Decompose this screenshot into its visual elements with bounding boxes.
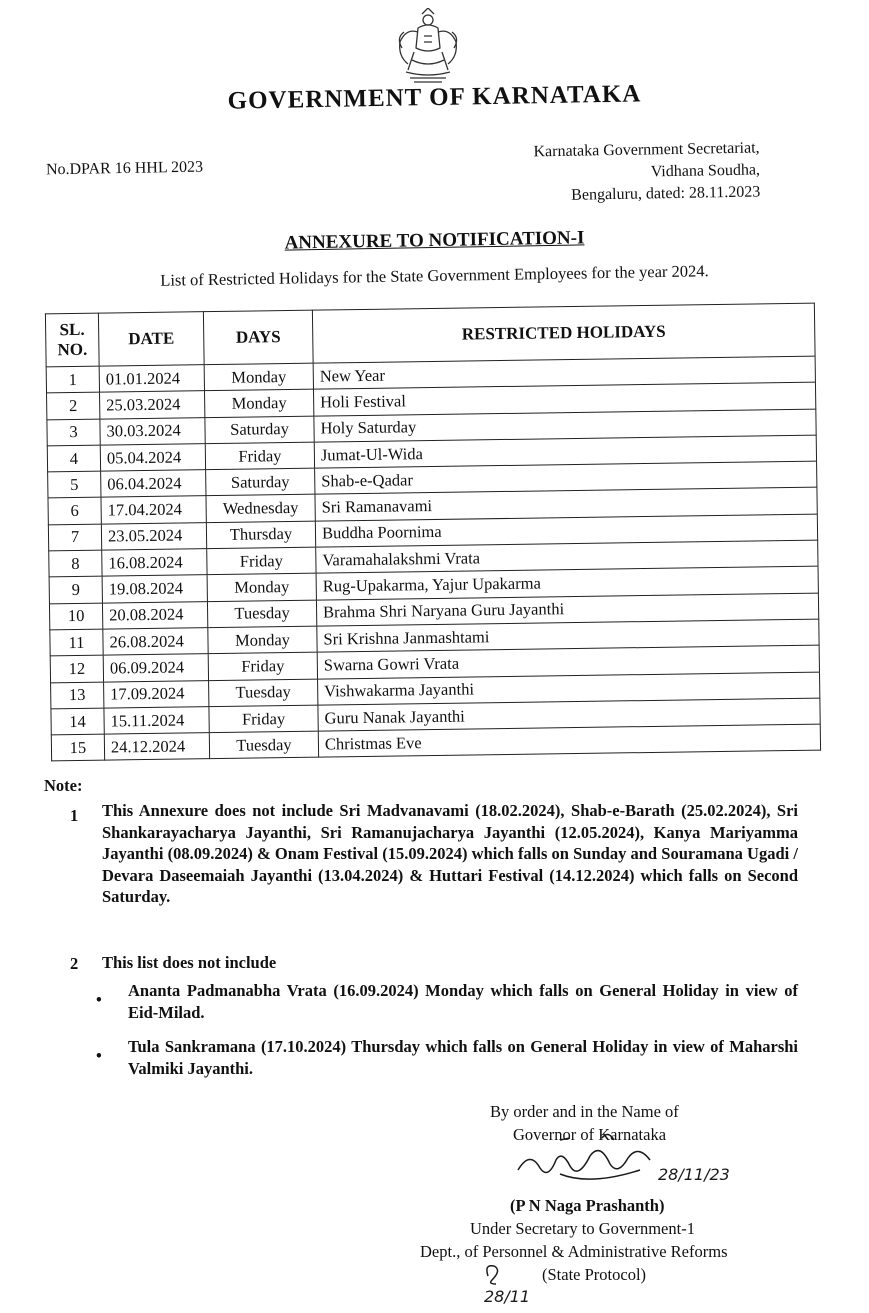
cell-sl: 5 bbox=[48, 471, 101, 498]
list-title: List of Restricted Holidays for the State Government Employees for the year 2024. bbox=[160, 261, 709, 290]
signatory-designation: Under Secretary to Government-1 bbox=[470, 1219, 695, 1238]
cell-date: 06.09.2024 bbox=[103, 654, 208, 682]
cell-day: Wednesday bbox=[206, 495, 315, 523]
bullet-text: Tula Sankramana (17.10.2024) Thursday which falls on General Holiday in view of Maharshi Valmiki Jayanthi. bbox=[128, 1037, 798, 1078]
cell-holiday: Sri Krishna Janmashtami bbox=[317, 619, 819, 652]
bullet-icon: • bbox=[96, 1046, 102, 1065]
bullet-icon: • bbox=[96, 990, 102, 1009]
cell-sl: 11 bbox=[50, 629, 103, 656]
note-label: Note: bbox=[44, 776, 83, 795]
cell-sl: 12 bbox=[50, 655, 103, 682]
cell-day: Thursday bbox=[206, 521, 315, 549]
cell-day: Tuesday bbox=[209, 679, 318, 707]
cell-holiday: Varamahalakshmi Vrata bbox=[316, 540, 818, 573]
cell-holiday: Vishwakarma Jayanthi bbox=[318, 672, 820, 705]
address-line: Vidhana Soudha, bbox=[650, 161, 761, 181]
karnataka-emblem-icon bbox=[388, 8, 468, 88]
cell-sl: 8 bbox=[49, 550, 102, 577]
signatory-department: Dept., of Personnel & Administrative Reforms bbox=[420, 1242, 728, 1261]
cell-holiday: Holi Festival bbox=[313, 382, 815, 415]
cell-sl: 10 bbox=[49, 603, 102, 630]
signatory-section: (State Protocol) bbox=[542, 1265, 647, 1284]
cell-date: 30.03.2024 bbox=[100, 417, 205, 445]
cell-holiday: Brahma Shri Naryana Guru Jayanthi bbox=[316, 593, 818, 626]
cell-day: Tuesday bbox=[209, 731, 318, 759]
address-line: Karnataka Government Secretariat, bbox=[533, 139, 760, 161]
cell-sl: 4 bbox=[47, 445, 100, 472]
cell-sl: 13 bbox=[51, 682, 104, 709]
signature-date: 28/11/23 bbox=[658, 1165, 730, 1184]
cell-day: Friday bbox=[209, 705, 318, 733]
cell-day: Friday bbox=[205, 442, 314, 470]
cell-holiday: Shab-e-Qadar bbox=[315, 461, 817, 494]
signature-line-order: By order and in the Name of bbox=[490, 1102, 679, 1121]
note-text: This Annexure does not include Sri Madvanavami (18.02.2024), Shab-e-Barath (25.02.2024), Sri Shankarayacharya Jayanthi, Sri Ramanujacharya Jayanthi (12.05.2024), Kanya Mariyamma Jayanthi (08.09.2024) & Onam Festival (15.09.2024) which falls on Sunday and Souramana Ugadi / Devara Daseemaiah Jayanthi (13.04.2024) & Huttari Festival (14.12.2024) which falls on Second Saturday. bbox=[102, 801, 798, 906]
signature-line-governor: Governor of Karnataka bbox=[513, 1125, 667, 1144]
reference-number: No.DPAR 16 HHL 2023 bbox=[45, 158, 204, 179]
header-sl-no: SL. NO. bbox=[45, 313, 99, 367]
header-restricted-holidays: RESTRICTED HOLIDAYS bbox=[312, 303, 815, 363]
note-text: This list does not include bbox=[102, 953, 277, 972]
cell-day: Monday bbox=[207, 574, 316, 602]
initials-icon bbox=[478, 1260, 538, 1308]
cell-day: Monday bbox=[208, 626, 317, 654]
cell-date: 01.01.2024 bbox=[99, 365, 204, 393]
cell-sl: 9 bbox=[49, 576, 102, 603]
cell-date: 15.11.2024 bbox=[104, 707, 209, 735]
cell-date: 25.03.2024 bbox=[100, 391, 205, 419]
cell-holiday: New Year bbox=[313, 356, 815, 389]
cell-date: 23.05.2024 bbox=[101, 522, 206, 550]
address-line: Bengaluru, dated: 28.11.2023 bbox=[571, 183, 761, 204]
government-title: GOVERNMENT OF KARNATAKA bbox=[227, 80, 642, 115]
header-days: DAYS bbox=[203, 310, 313, 365]
signatory-name: (P N Naga Prashanth) bbox=[510, 1196, 665, 1215]
cell-sl: 2 bbox=[47, 392, 100, 419]
cell-date: 06.04.2024 bbox=[101, 470, 206, 498]
cell-date: 26.08.2024 bbox=[103, 628, 208, 656]
cell-holiday: Guru Nanak Jayanthi bbox=[318, 698, 820, 731]
cell-sl: 6 bbox=[48, 498, 101, 525]
cell-holiday: Buddha Poornima bbox=[315, 514, 817, 547]
note-number: 2 bbox=[70, 954, 79, 973]
bullet-text: Ananta Padmanabha Vrata (16.09.2024) Monday which falls on General Holiday in view of Eid-Milad. bbox=[128, 981, 798, 1022]
note-number: 1 bbox=[70, 806, 79, 825]
cell-holiday: Jumat-Ul-Wida bbox=[314, 435, 816, 468]
cell-date: 20.08.2024 bbox=[102, 601, 207, 629]
cell-day: Friday bbox=[208, 652, 317, 680]
cell-sl: 7 bbox=[48, 524, 101, 551]
cell-date: 05.04.2024 bbox=[100, 444, 205, 472]
cell-holiday: Holy Saturday bbox=[314, 409, 816, 442]
cell-day: Tuesday bbox=[207, 600, 316, 628]
signature-icon bbox=[500, 1130, 740, 1200]
cell-sl: 14 bbox=[51, 708, 104, 735]
initials-date: 28/11 bbox=[484, 1287, 531, 1306]
cell-day: Saturday bbox=[205, 416, 314, 444]
cell-date: 17.04.2024 bbox=[101, 496, 206, 524]
cell-sl: 15 bbox=[51, 734, 104, 761]
cell-sl: 3 bbox=[47, 419, 100, 446]
header-date: DATE bbox=[98, 312, 204, 366]
cell-date: 24.12.2024 bbox=[104, 733, 209, 761]
cell-holiday: Rug-Upakarma, Yajur Upakarma bbox=[316, 567, 818, 600]
cell-date: 17.09.2024 bbox=[104, 680, 209, 708]
holiday-table bbox=[45, 303, 821, 762]
cell-holiday: Christmas Eve bbox=[318, 724, 820, 757]
address-block bbox=[469, 137, 760, 208]
cell-day: Monday bbox=[204, 363, 313, 391]
cell-day: Saturday bbox=[206, 468, 315, 496]
cell-sl: 1 bbox=[46, 366, 99, 393]
cell-holiday: Sri Ramanavami bbox=[315, 488, 817, 521]
cell-day: Friday bbox=[207, 547, 316, 575]
cell-holiday: Swarna Gowri Vrata bbox=[317, 645, 819, 678]
annexure-title: ANNEXURE TO NOTIFICATION-I bbox=[284, 227, 585, 254]
cell-day: Monday bbox=[205, 389, 314, 417]
cell-date: 19.08.2024 bbox=[102, 575, 207, 603]
cell-date: 16.08.2024 bbox=[102, 549, 207, 577]
